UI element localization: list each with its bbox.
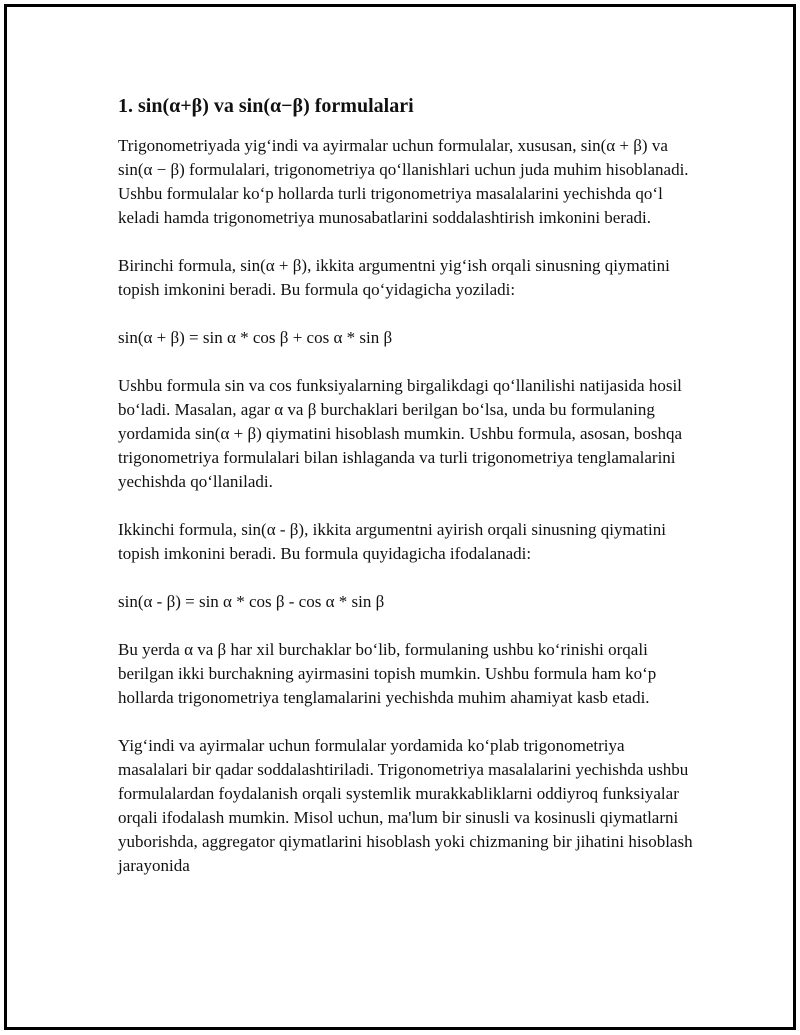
section-heading: 1. sin(α+β) va sin(α−β) formulalari: [118, 95, 414, 117]
paragraph-first-formula-intro: Birinchi formula, sin(α + β), ikkita argumentni yig‘ish orqali sinusning qiymatini topish imkonini beradi. Bu formula qo‘yidagicha yoziladi:: [118, 256, 670, 299]
paragraph-conclusion: Yig‘indi va ayirmalar uchun formulalar yordamida ko‘plab trigonometriya masalalari bir qadar soddalashtiriladi. Trigonometriya masalalarini yechishda ushbu formulalardan foydalanish orqali systemlik murakkabliklarni oddiyroq funksiyalar orqali ifodalash mumkin. Misol uchun, ma'lum bir sinusli va kosinusli qiymatlarni yuborishda, aggregator qiymatlarini hisoblash yoki chizmaning bir jihatini hisoblash jarayonida: [118, 736, 693, 875]
paragraph-intro: Trigonometriyada yig‘indi va ayirmalar uchun formulalar, xususan, sin(α + β) va sin(α − β) formulalari, trigonometriya qo‘llanishlari uchun juda muhim hisoblanadi. Ushbu formulalar ko‘p hollarda turli trigonometriya masalalarini yechishda qo‘l keladi hamda trigonometriya munosabatlarini soddalashtirish imkonini beradi.: [118, 136, 689, 227]
formula-sin-difference: sin(α - β) = sin α * cos β - cos α * sin β: [118, 592, 385, 611]
document-body: [118, 92, 698, 902]
paragraph-second-formula-explanation: Bu yerda α va β har xil burchaklar bo‘lib, formulaning ushbu ko‘rinishi orqali berilgan ikki burchakning ayirmasini topish mumkin. Ushbu formula ham ko‘p hollarda trigonometriya tenglamalarini yechishda muhim ahamiyat kasb etadi.: [118, 640, 657, 707]
paragraph-second-formula-intro: Ikkinchi formula, sin(α - β), ikkita argumentni ayirish orqali sinusning qiymatini topish imkonini beradi. Bu formula quyidagicha ifodalanadi:: [118, 520, 666, 563]
formula-sin-sum: sin(α + β) = sin α * cos β + cos α * sin β: [118, 328, 393, 347]
paragraph-first-formula-explanation: Ushbu formula sin va cos funksiyalarning birgalikdagi qo‘llanilishi natijasida hosil bo‘ladi. Masalan, agar α va β burchaklari berilgan bo‘lsa, unda bu formulaning yordamida sin(α + β) qiymatini hisoblash mumkin. Ushbu formula, asosan, boshqa trigonometriya formulalari bilan ishlaganda va turli trigonometriya tenglamalarini yechishda qo‘llaniladi.: [118, 376, 682, 491]
